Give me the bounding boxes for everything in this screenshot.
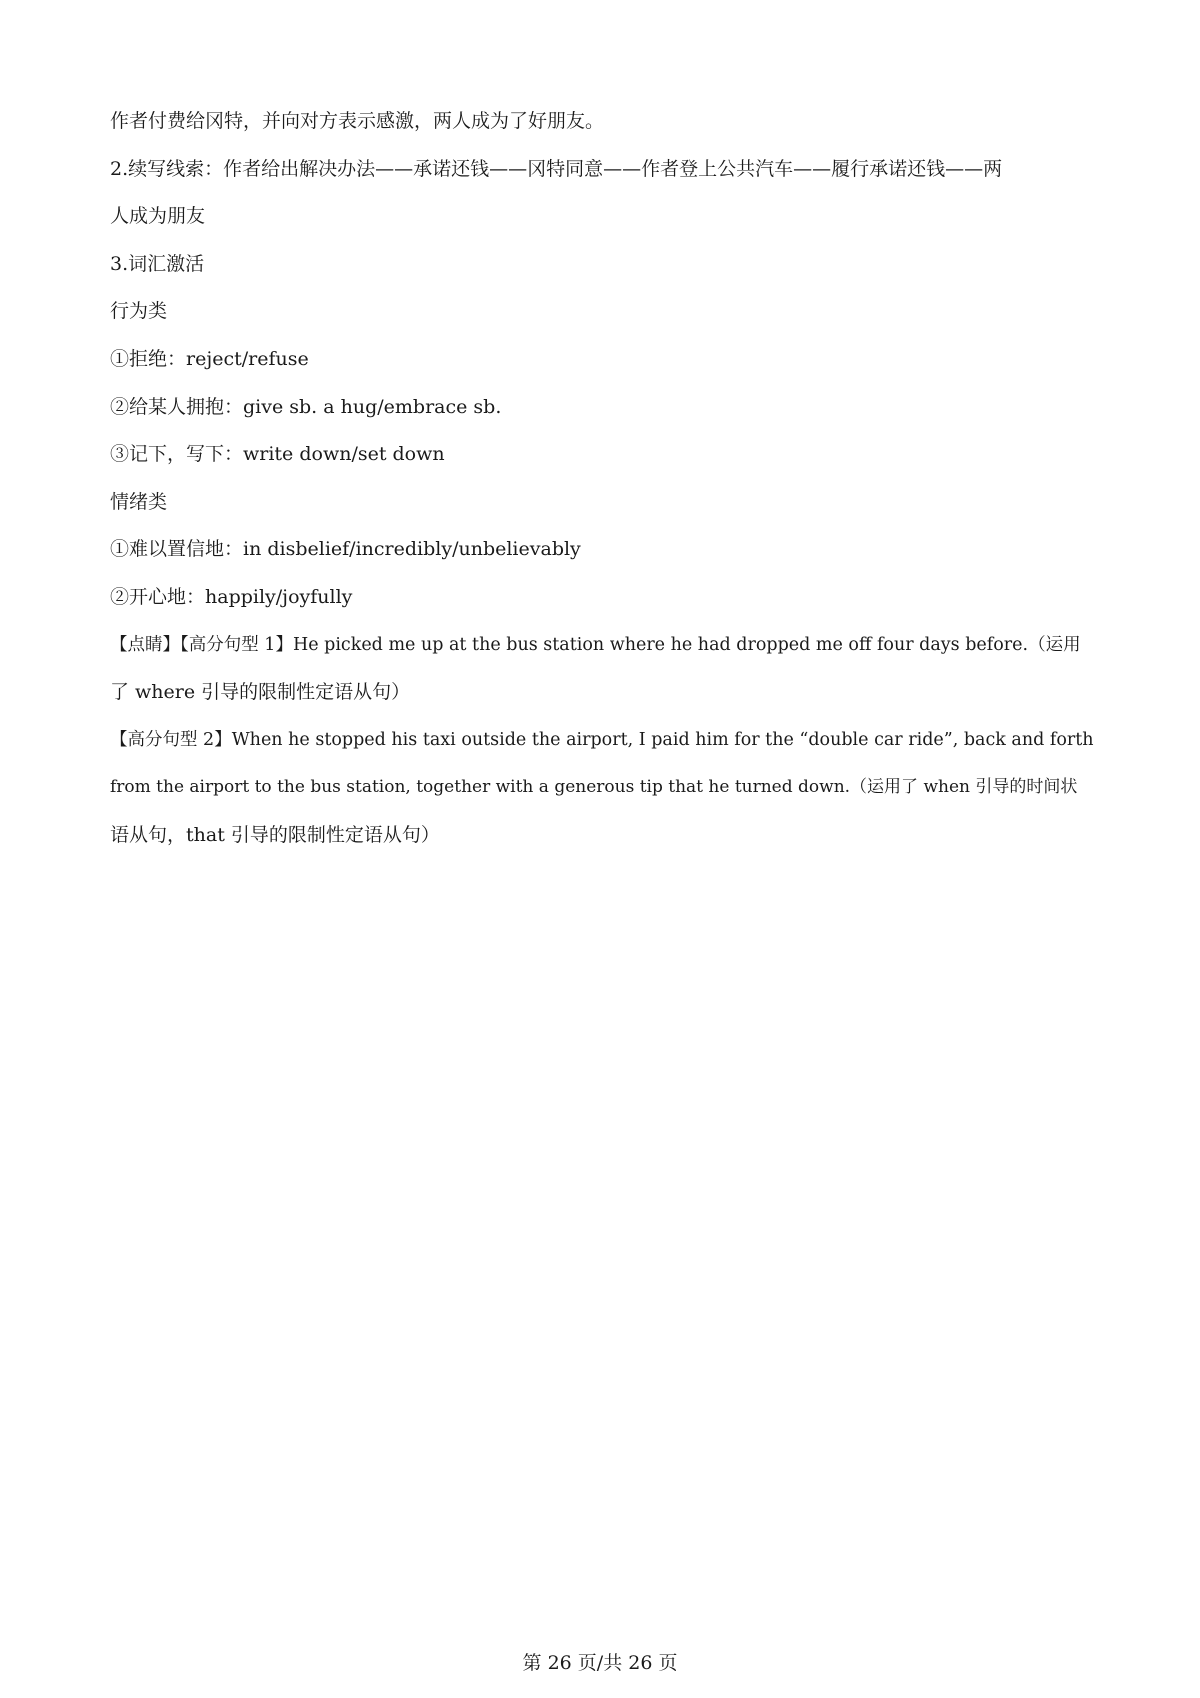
vocab-item: ①难以置信地：in disbelief/incredibly/unbelievably — [110, 538, 581, 561]
category-heading: 情绪类 — [110, 490, 168, 513]
vocab-item: ②开心地：happily/joyfully — [110, 585, 353, 608]
highlight-sentence: 【点睛】【高分句型 1】He picked me up at the bus station where he had dropped me off four days before.（运用 — [110, 634, 1081, 655]
text-line: 人成为朋友 — [110, 205, 206, 228]
text-line: 2.续写线索：作者给出解决办法——承诺还钱——冈特同意——作者登上公共汽车——履行承诺还钱——两 — [110, 157, 1003, 180]
vocab-item: ②给某人拥抱：give sb. a hug/embrace sb. — [110, 395, 502, 418]
category-heading: 行为类 — [110, 300, 168, 323]
vocab-item: ③记下，写下：write down/set down — [110, 443, 445, 466]
text-line: 作者付费给冈特，并向对方表示感激，两人成为了好朋友。 — [110, 110, 605, 132]
vocab-item: ①拒绝：reject/refuse — [110, 347, 309, 370]
highlight-sentence: 了 where 引导的限制性定语从句） — [110, 681, 411, 704]
highlight-sentence: 语从句，that 引导的限制性定语从句） — [110, 823, 440, 846]
highlight-sentence: 【高分句型 2】When he stopped his taxi outside the airport, I paid him for the “double car ride”, back and forth — [110, 729, 1094, 750]
page-number: 第 26 页/共 26 页 — [522, 1652, 678, 1674]
section-heading: 3.词汇激活 — [110, 252, 205, 275]
highlight-sentence: from the airport to the bus station, together with a generous tip that he turned down.（运用了 when 引导的时间状 — [110, 777, 1078, 798]
document-body — [110, 98, 1095, 860]
